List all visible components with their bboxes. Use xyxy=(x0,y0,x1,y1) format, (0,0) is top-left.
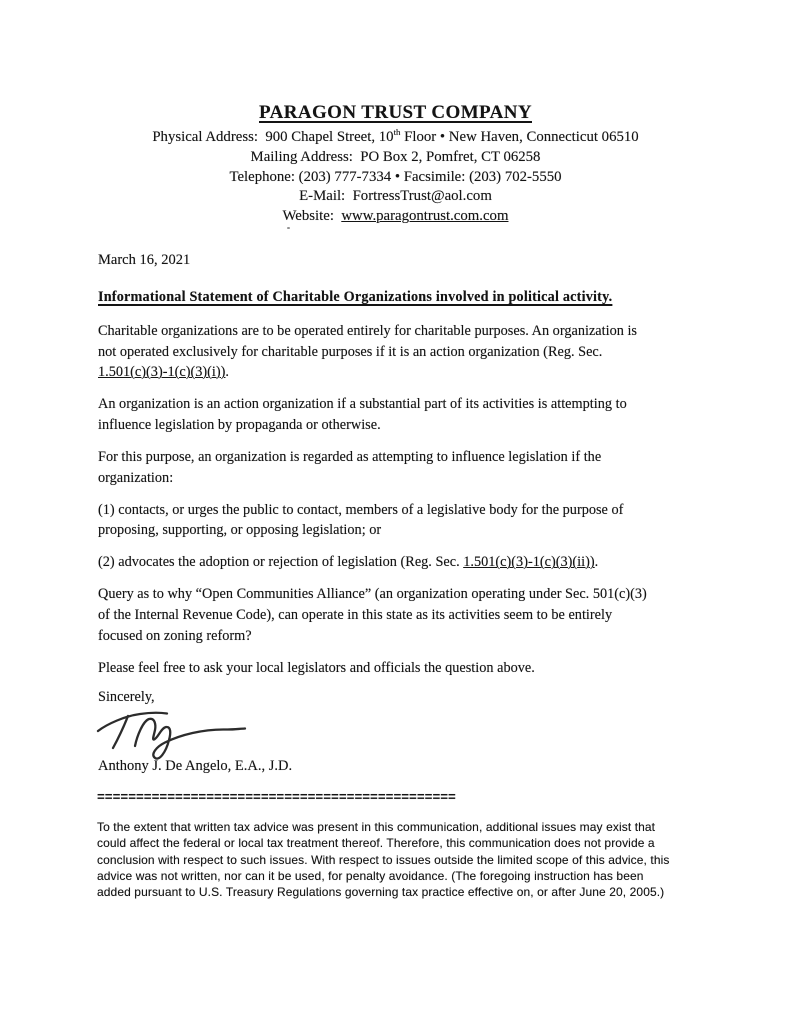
text-run: Please feel free to ask your local legislators and officials the question above. xyxy=(98,659,535,676)
disclaimer-line xyxy=(97,852,670,868)
text-run: E-Mail: FortressTrust@aol.com xyxy=(299,188,492,205)
text-run: . xyxy=(225,364,229,381)
date-line: March 16, 2021 xyxy=(98,252,191,268)
subject-heading: Informational Statement of Charitable Organizations involved in political activity. xyxy=(98,289,613,305)
text-run: of the Internal Revenue Code), can operate in this state as its activities seem to be entirely xyxy=(98,607,613,624)
underlined-text: 1.501(c)(3)-1(c)(3)(i)) xyxy=(98,364,226,381)
body-paragraph xyxy=(98,584,647,646)
underlined-text: 1.501(c)(3)-1(c)(3)(ii)) xyxy=(463,554,595,571)
disclaimer-line xyxy=(97,884,670,900)
body-text-line xyxy=(98,605,647,626)
text-run: Website: xyxy=(282,208,342,225)
body-text-line xyxy=(98,362,647,383)
text-run: Mailing Address: PO Box 2, Pomfret, CT 06258 xyxy=(250,148,541,165)
disclaimer-block xyxy=(97,819,670,900)
text-run: . xyxy=(594,554,599,571)
body-text-line xyxy=(98,468,647,489)
text-run: Physical Address: 900 Chapel Street, 10 xyxy=(152,129,394,145)
text-run: Floor • New Haven, Connecticut 06510 xyxy=(400,129,639,145)
letter-body xyxy=(98,321,647,690)
letterhead-contact-line xyxy=(0,128,791,148)
text-run: Telephone: (203) 777-7334 • Facsimile: (203) 702-5550 xyxy=(229,168,562,185)
text-run: advice was not written, nor can it be used, for penalty avoidance. (The foregoing instruction has been xyxy=(97,868,644,883)
text-run: (1) contacts, or urges the public to contact, members of a legislative body for the purpose of xyxy=(98,501,624,518)
body-text-line xyxy=(98,626,647,647)
body-paragraph xyxy=(98,500,647,541)
disclaimer-line xyxy=(97,868,670,884)
text-run: organization: xyxy=(98,469,174,486)
text-run: (2) advocates the adoption or rejection of legislation (Reg. Sec. xyxy=(98,554,464,571)
letterhead-contact-line xyxy=(0,207,791,227)
body-text-line xyxy=(98,584,647,605)
body-text-line xyxy=(98,500,647,521)
letterhead xyxy=(0,100,791,227)
body-text-line xyxy=(98,520,647,541)
text-run: added pursuant to U.S. Treasury Regulations governing tax practice effective on, or after June 20, 2005.) xyxy=(97,885,665,900)
text-run: For this purpose, an organization is regarded as attempting to influence legislation if the xyxy=(98,448,602,465)
signature-image xyxy=(95,700,247,764)
body-paragraph xyxy=(98,394,647,435)
letterhead-contact-line xyxy=(0,187,791,207)
underlined-text: www.paragontrust.com.com xyxy=(341,208,509,225)
body-text-line xyxy=(98,342,647,363)
body-text-line xyxy=(98,552,647,573)
text-run: could affect the federal or local tax treatment thereof. Therefore, this communication does not provide a xyxy=(97,836,655,851)
text-run: Query as to why “Open Communities Alliance” (an organization operating under Sec. 501(c)(3) xyxy=(98,586,647,603)
body-paragraph xyxy=(98,552,647,573)
text-run: Charitable organizations are to be operated entirely for charitable purposes. An organization is xyxy=(98,323,637,339)
disclaimer-line xyxy=(97,819,670,835)
text-run: To the extent that written tax advice was present in this communication, additional issues may exist that xyxy=(97,820,656,834)
separator-line: ============================================== xyxy=(97,790,456,805)
body-paragraph xyxy=(98,321,647,383)
body-text-line xyxy=(98,415,647,436)
body-text-line xyxy=(98,321,647,342)
body-text-line xyxy=(98,658,647,679)
body-paragraph xyxy=(98,447,647,488)
company-name: PARAGON TRUST COMPANY xyxy=(259,102,532,123)
closing-line: Sincerely, xyxy=(98,689,155,705)
text-run: focused on zoning reform? xyxy=(98,627,252,644)
letterhead-contact-block xyxy=(0,128,791,227)
disclaimer-line xyxy=(97,835,670,851)
letterhead-contact-line xyxy=(0,168,791,188)
text-run: proposing, supporting, or opposing legislation; or xyxy=(98,522,382,539)
body-paragraph xyxy=(98,658,647,679)
body-text-line xyxy=(98,447,647,468)
text-run: not operated exclusively for charitable purposes if it is an action organization (Reg. Sec. xyxy=(98,343,603,360)
letterhead-contact-line xyxy=(0,148,791,168)
scan-artifact-dot xyxy=(287,227,290,229)
body-text-line xyxy=(98,394,647,415)
text-run: An organization is an action organization if a substantial part of its activities is attempting to xyxy=(98,396,627,413)
text-run: influence legislation by propaganda or otherwise. xyxy=(98,416,381,433)
superscript-text: th xyxy=(393,127,401,138)
signer-name: Anthony J. De Angelo, E.A., J.D. xyxy=(98,758,293,774)
text-run: conclusion with respect to such issues. With respect to issues outside the limited scope of this advice, this xyxy=(97,852,670,867)
